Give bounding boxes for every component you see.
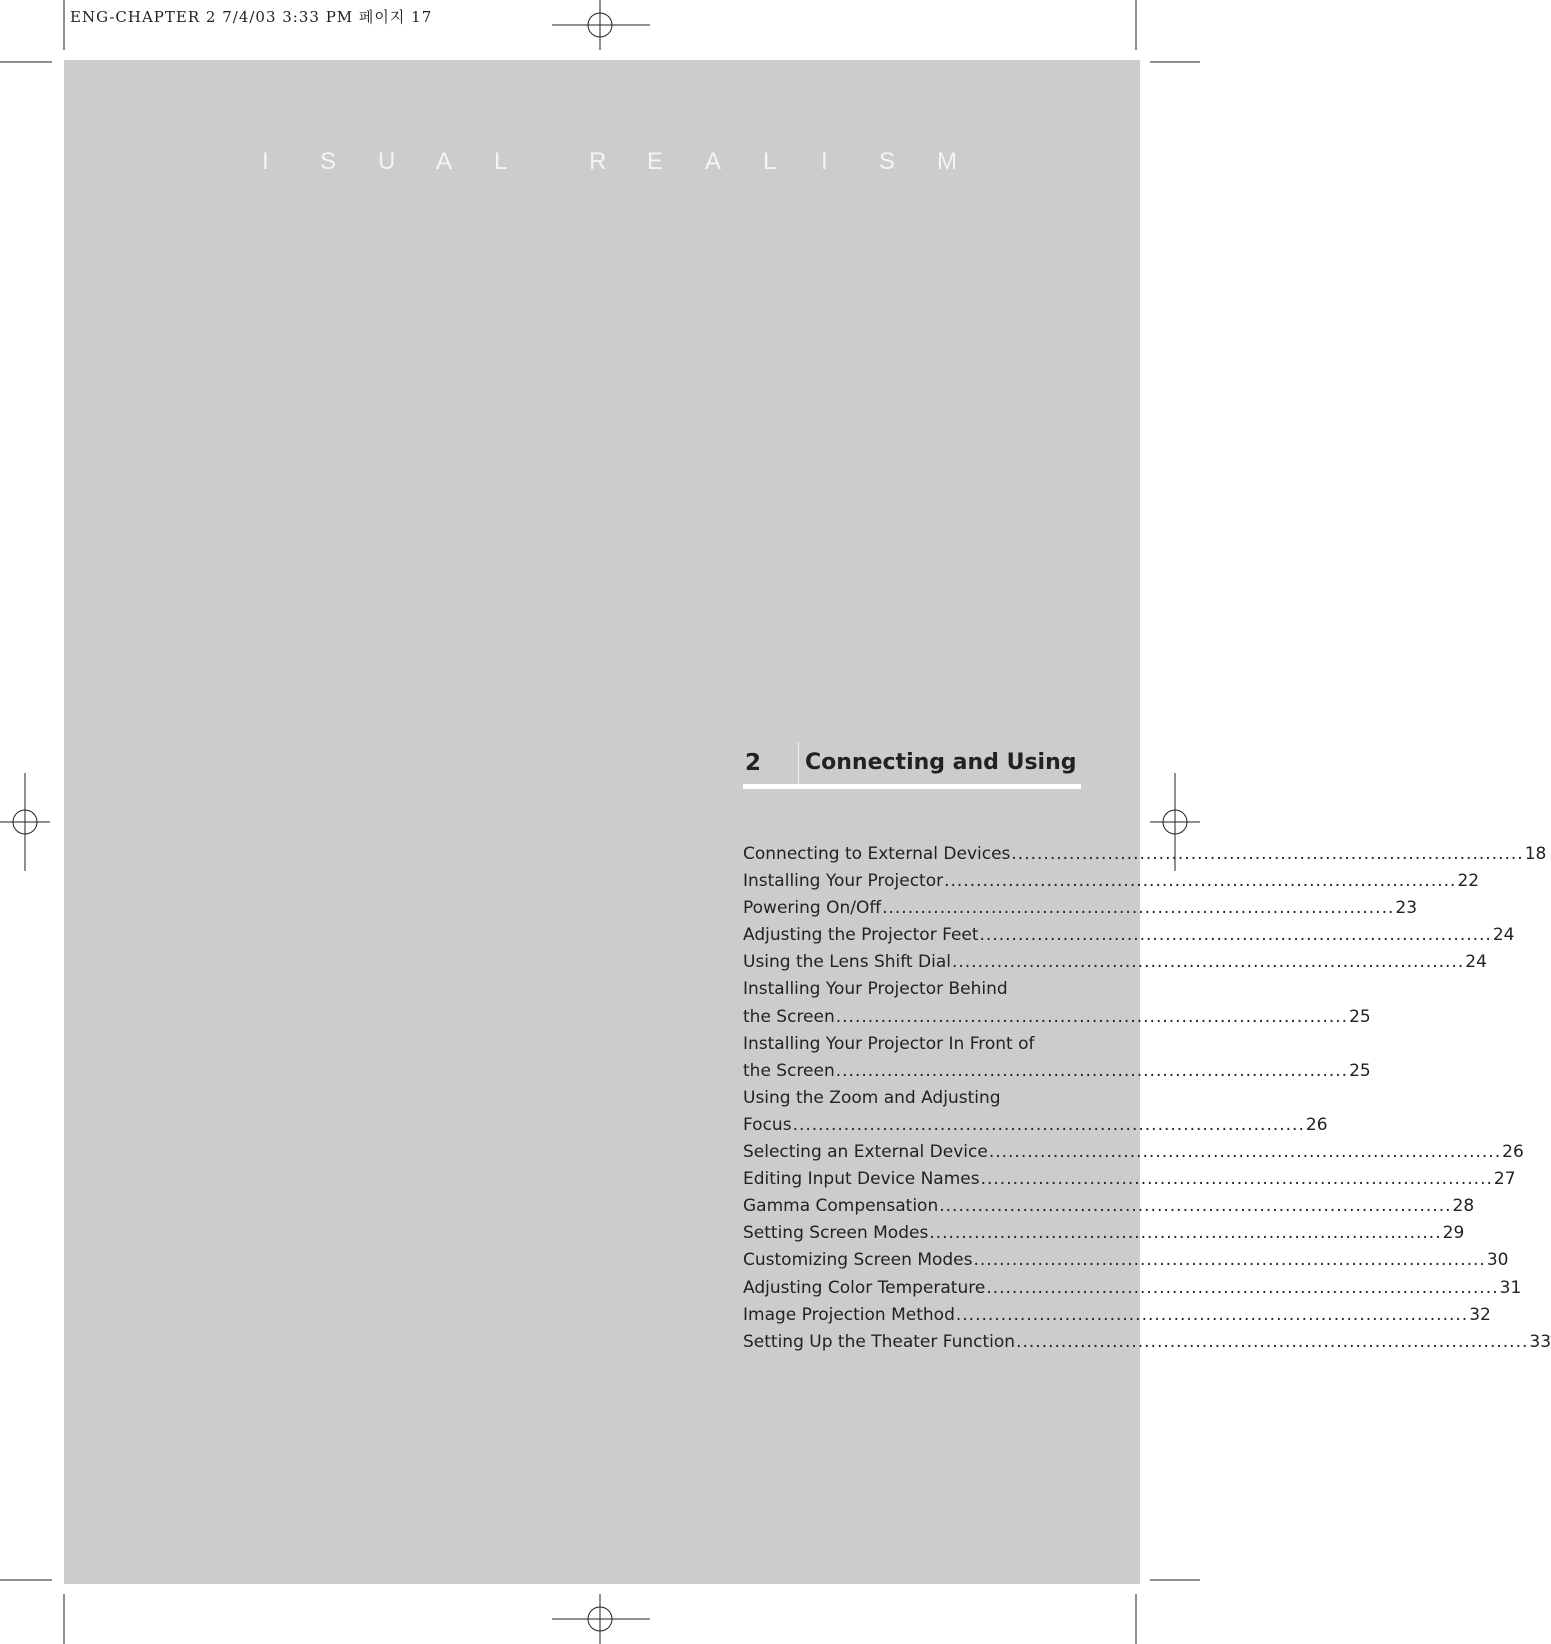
toc-entry-page: 29 — [1442, 1223, 1465, 1244]
banner-letter: E — [647, 148, 664, 175]
toc-entry-page: 32 — [1469, 1304, 1491, 1325]
toc-entry-page: 24 — [1465, 952, 1487, 973]
banner-letter: S — [879, 148, 896, 175]
toc-entry-page: 25 — [1349, 1060, 1371, 1081]
toc-entry-title: Setting Up the Theater Function — [743, 1331, 1016, 1352]
banner-letter: I — [821, 148, 828, 175]
registration-mark-right — [1150, 773, 1200, 871]
toc-entry-page: 26 — [1502, 1142, 1524, 1163]
registration-mark-bottom — [552, 1594, 650, 1644]
toc-entry-title-line: Using the Zoom and Adjusting — [743, 1087, 1001, 1108]
banner-letter: A — [705, 148, 722, 175]
banner-letter: I — [262, 148, 269, 175]
banner-letter: L — [763, 148, 777, 175]
toc-entry-title: Focus — [743, 1114, 792, 1135]
chapter-number: 2 — [745, 750, 762, 776]
toc-entry-title: Adjusting Color Temperature — [743, 1277, 986, 1298]
toc-entry-page: 23 — [1395, 898, 1418, 919]
toc-entry-page: 25 — [1349, 1006, 1371, 1027]
toc-entry-title: Adjusting the Projector Feet — [743, 925, 979, 946]
toc-entry-title: Selecting an External Device — [743, 1142, 988, 1163]
toc-entry-page: 18 — [1524, 844, 1547, 864]
toc-entry-title: Gamma Compensation — [743, 1196, 939, 1217]
registration-mark-left — [0, 773, 50, 871]
chapter-title: Connecting and Using — [805, 750, 1077, 775]
toc-entry-page: 27 — [1493, 1169, 1516, 1190]
toc-entry-title: Using the Lens Shift Dial — [743, 952, 951, 973]
print-header: ENG-CHAPTER 2 7/4/03 3:33 PM 페이지 17 — [70, 8, 433, 26]
toc-entry-title: Customizing Screen Modes — [743, 1250, 973, 1271]
toc-entry-page: 26 — [1305, 1114, 1328, 1135]
toc-entry-title-line: Installing Your Projector Behind — [743, 979, 1008, 1000]
toc-entry-page: 22 — [1457, 871, 1480, 892]
toc-entry-title: Powering On/Off — [743, 898, 882, 919]
banner-letter: L — [494, 148, 508, 175]
toc-entry-title: Editing Input Device Names — [743, 1169, 980, 1190]
banner-letter: R — [589, 148, 607, 175]
toc-entry-page: 31 — [1499, 1277, 1522, 1298]
banner-letter: M — [937, 148, 957, 175]
banner-letter: S — [320, 148, 337, 175]
banner-letter: U — [378, 148, 396, 175]
toc-entry-page: 24 — [1492, 925, 1515, 946]
toc-entry-title: Setting Screen Modes — [743, 1223, 929, 1244]
banner-letter: A — [436, 148, 453, 175]
toc-entry-title: Image Projection Method — [743, 1304, 955, 1325]
toc-entry-page: 28 — [1452, 1196, 1475, 1217]
toc-entry-title: the Screen — [743, 1060, 835, 1081]
toc-entry-title-line: Installing Your Projector In Front of — [743, 1033, 1035, 1054]
toc-entry-page: 30 — [1486, 1250, 1509, 1271]
registration-mark-top — [552, 0, 650, 50]
toc-entry-title: Installing Your Projector — [743, 871, 944, 892]
toc-entry-title: the Screen — [743, 1006, 835, 1027]
toc-entry-page: 33 — [1529, 1331, 1551, 1352]
toc-entry-title: Connecting to External Devices — [743, 844, 1011, 864]
